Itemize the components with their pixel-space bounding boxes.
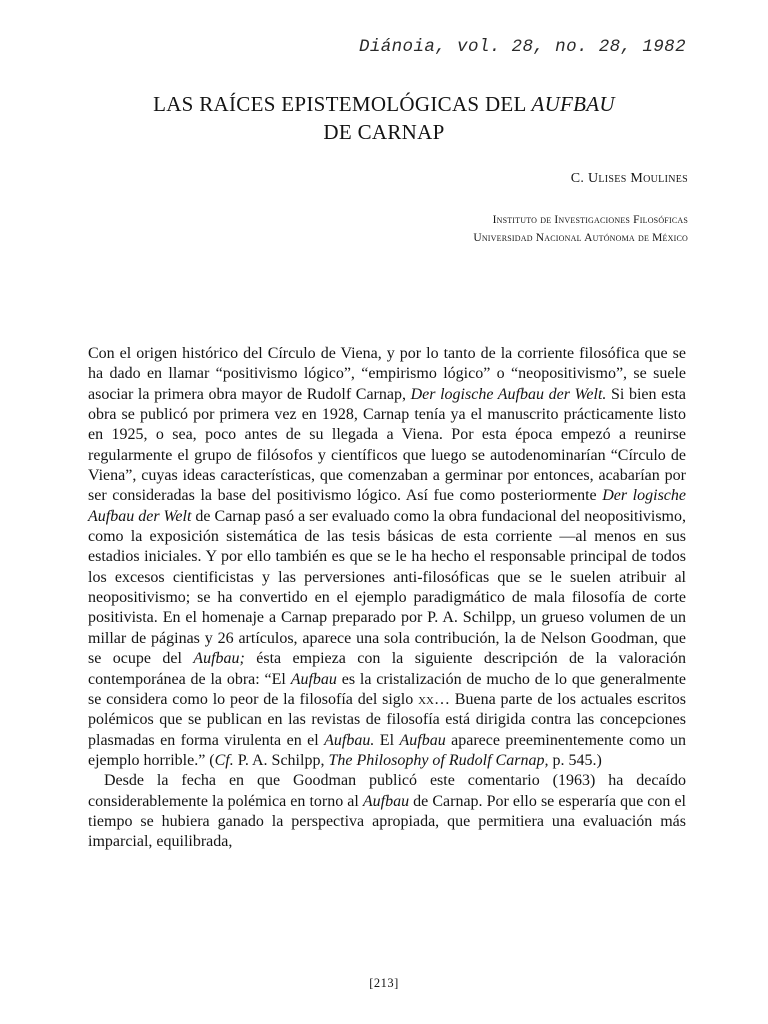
affiliation-line-1: Instituto de Investigaciones Filosóficas (492, 214, 688, 226)
p1-text-5: es la cristalización de mucho de lo que generalmente se considera como lo peor de la filosofía del siglo (88, 670, 686, 708)
article-title (0, 90, 768, 146)
p1-text-9: P. A. Schilpp, (233, 751, 329, 769)
title-line-1-text: LAS RAÍCES EPISTEMOLÓGICAS DEL (153, 92, 532, 116)
p1-italic-1: Der logische Aufbau der Welt. (410, 385, 607, 403)
p2-text-1: Desde la fecha en que Goodman publicó este comentario (1963) ha decaído considerablemente la polémica en torno al (88, 772, 686, 810)
p1-italic-6: Aufbau (399, 731, 446, 749)
paragraph-2 (88, 771, 686, 852)
author-affiliation (473, 211, 688, 247)
p1-italic-2: Der logische Aufbau der Welt (88, 487, 687, 525)
author-name: C. Ulises Moulines (570, 171, 688, 186)
p2-text-2: de Carnap. Por ello se esperaría que con el tiempo se hubiera ganado la perspectiva apropiada, que permitiera una evaluación más imparcial, equilibrada, (88, 792, 686, 851)
p1-text-3: de Carnap pasó a ser evaluado como la obra fundacional del neopositivismo, como la exposición sistemática de las tesis básicas de esta corriente —al menos en sus estadios iniciales. Y por ello también es que se le ha hecho el responsable principal de todos los excesos cientificistas y las perversiones anti-filosóficas que se le suelen atribuir al neopositivismo; se ha convertido en el ejemplo paradigmático de mala filosofía de corte positivista. En el homenaje a Carnap preparado por P. A. Schilpp, un grueso volumen de un millar de páginas y 26 artículos, aparece una sola contribución, la de Nelson Goodman, que se ocupe del (88, 507, 687, 668)
p1-smallcaps-1: xx (418, 690, 434, 708)
paragraph-1 (88, 344, 686, 771)
p1-text-1: Con el origen histórico del Círculo de Viena, y por lo tanto de la corriente filosófica que se ha dado en llamar “positivismo lógico”, “empirismo lógico” o “neopositivismo”, se suele asociar la primera obra mayor de Rudolf Carnap, (88, 345, 686, 403)
title-line-1 (0, 90, 768, 118)
p1-italic-3: Aufbau; (193, 650, 245, 668)
journal-header: Diánoia, vol. 28, no. 28, 1982 (358, 37, 686, 57)
p1-text-6: … Buena parte de los actuales escritos polémicos que se publican en las revistas de filosofía está dirigida contra las concepciones plasmadas en forma virulenta en el (88, 690, 686, 749)
article-body (88, 344, 686, 853)
p1-italic-8: The Philosophy of Rudolf Carnap, (328, 751, 549, 769)
p1-text-7: El (374, 731, 400, 749)
p1-text-8: aparece preeminentemente como un ejemplo horrible.” ( (88, 731, 687, 769)
p1-text-10: p. 545.) (548, 751, 602, 769)
p1-text-4: ésta empieza con la siguiente descripción de la valoración contemporánea de la obra: “El (88, 650, 686, 688)
p1-italic-4: Aufbau (290, 670, 337, 688)
title-line-1-italic: AUFBAU (531, 92, 615, 116)
p1-text-2: Si bien esta obra se publicó por primera vez en 1928, Carnap tenía ya el manuscrito prácticamente listo en 1925, o sea, poco antes de su llegada a Viena. Por esta época empezó a reunirse regularmente el grupo de filósofos y científicos que luego se autodenominarían “Círculo de Viena”, cuyas ideas características, que comenzaban a germinar por entonces, acabarían por ser consideradas la base del positivismo lógico. Así fue como posteriormente (88, 385, 687, 505)
title-line-2: DE CARNAP (323, 120, 445, 144)
page-number: [213] (369, 976, 399, 990)
p1-italic-5: Aufbau. (324, 731, 375, 749)
p2-italic-1: Aufbau (362, 792, 410, 810)
affiliation-line-2: Universidad Nacional Autónoma de México (473, 232, 688, 244)
p1-italic-7: Cf. (214, 751, 234, 769)
